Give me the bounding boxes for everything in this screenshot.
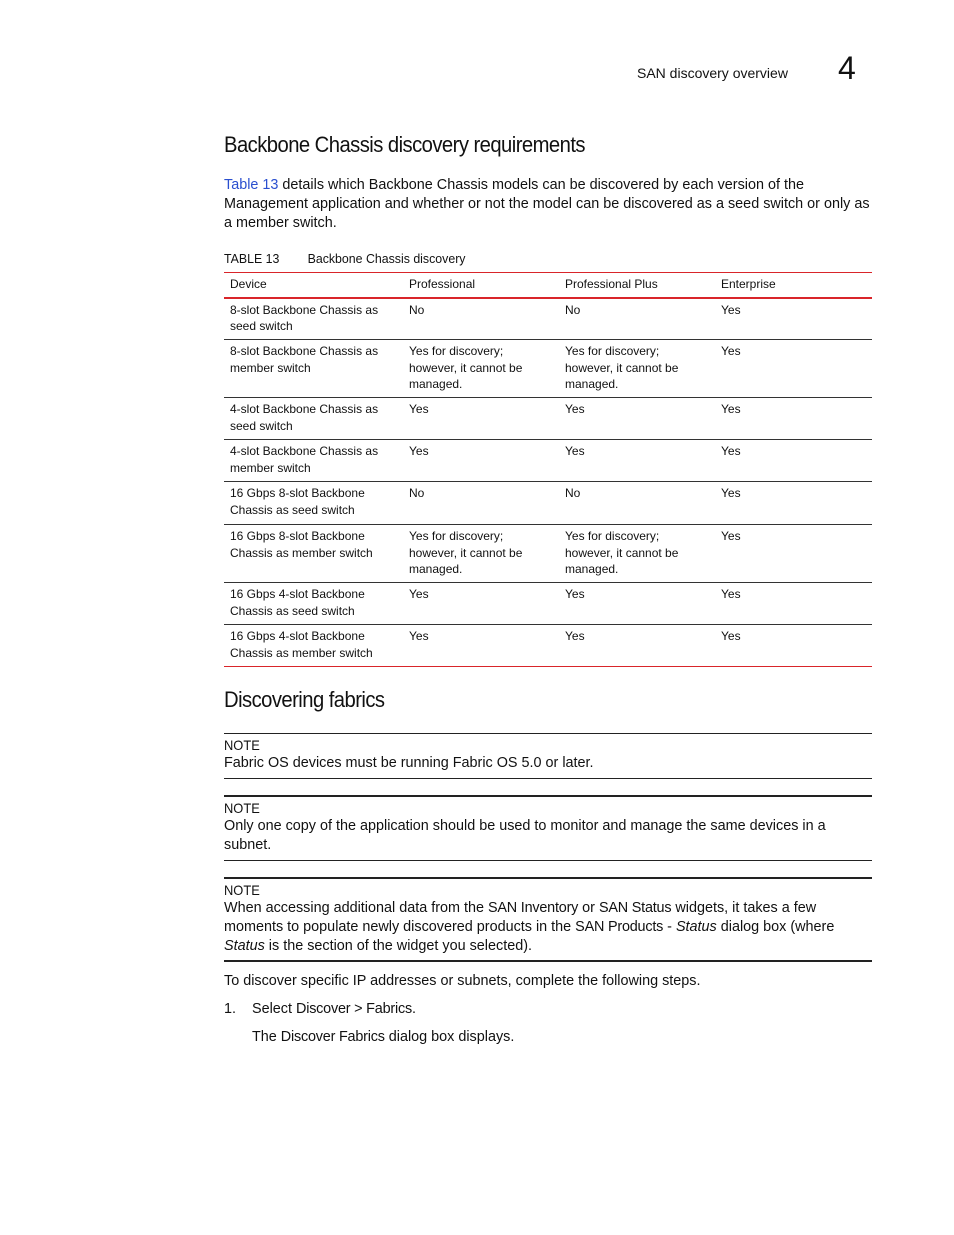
table-caption-number: TABLE 13	[224, 251, 280, 266]
step-result	[252, 1028, 872, 1047]
table-cell: 4-slot Backbone Chassis as seed switch	[224, 398, 403, 440]
ui-term-san-status: SAN Status	[598, 900, 672, 916]
step-text	[252, 1000, 416, 1019]
column-header-enterprise: Enterprise	[715, 273, 872, 298]
text-run: .	[411, 1001, 416, 1017]
text-run: When accessing additional data from the	[224, 900, 488, 916]
column-header-device: Device	[224, 273, 403, 298]
table-cell: Yes	[559, 583, 715, 625]
table-cell: 16 Gbps 4-slot Backbone Chassis as seed switch	[224, 583, 403, 625]
backbone-discovery-table	[224, 272, 872, 667]
section-intro-paragraph	[224, 176, 872, 233]
chapter-number: 4	[838, 50, 856, 86]
text-run: or	[578, 900, 599, 916]
table-cell: Yes	[559, 625, 715, 667]
table-cell: 4-slot Backbone Chassis as member switch	[224, 440, 403, 482]
note-box	[224, 795, 872, 861]
note-text: Only one copy of the application should be used to monitor and manage the same devices in a subnet.	[224, 817, 872, 861]
text-run: dialog box (where	[716, 919, 835, 935]
table-caption	[224, 251, 840, 266]
table-cell: Yes for discovery; however, it cannot be managed.	[403, 525, 559, 583]
table-header-row	[224, 273, 872, 298]
table-cell: No	[403, 298, 559, 340]
page-content	[224, 132, 872, 1047]
table-13-link[interactable]: Table 13	[224, 177, 279, 193]
column-header-professional-plus: Professional Plus	[559, 273, 715, 298]
table-cell: Yes	[559, 440, 715, 482]
table-cell: Yes	[715, 482, 872, 525]
text-run: -	[663, 919, 676, 935]
table-cell: 16 Gbps 8-slot Backbone Chassis as member switch	[224, 525, 403, 583]
note-box	[224, 733, 872, 779]
table-row	[224, 340, 872, 398]
table-cell: Yes for discovery; however, it cannot be managed.	[559, 525, 715, 583]
running-title: SAN discovery overview	[637, 65, 788, 81]
table-caption-title: Backbone Chassis discovery	[307, 251, 466, 266]
table-cell: 8-slot Backbone Chassis as seed switch	[224, 298, 403, 340]
table-cell: Yes	[715, 398, 872, 440]
step-number: 1.	[224, 1001, 237, 1017]
table-cell: Yes	[559, 398, 715, 440]
table-row	[224, 583, 872, 625]
table-cell: Yes	[715, 440, 872, 482]
table-cell: 16 Gbps 8-slot Backbone Chassis as seed switch	[224, 482, 403, 525]
procedure-step	[224, 1000, 872, 1019]
note-label: NOTE	[224, 800, 260, 816]
table-row	[224, 625, 872, 667]
section-heading-backbone: Backbone Chassis discovery requirements	[224, 132, 585, 157]
table-cell: Yes	[403, 583, 559, 625]
table-cell: Yes	[715, 625, 872, 667]
table-row	[224, 525, 872, 583]
table-cell: No	[559, 298, 715, 340]
procedure-intro: To discover specific IP addresses or subnets, complete the following steps.	[224, 973, 701, 989]
table-cell: Yes for discovery; however, it cannot be managed.	[559, 340, 715, 398]
ui-term-san-inventory: SAN Inventory	[487, 900, 579, 916]
table-cell: Yes	[403, 625, 559, 667]
table-cell: 8-slot Backbone Chassis as member switch	[224, 340, 403, 398]
table-cell: Yes	[715, 583, 872, 625]
italic-term-status: Status	[224, 938, 265, 954]
table-row	[224, 398, 872, 440]
text-run: dialog box displays.	[384, 1029, 515, 1045]
note-text	[224, 899, 872, 962]
table-cell: No	[559, 482, 715, 525]
text-run: widgets, it takes a few moments to populate newly discovered products in the	[224, 900, 817, 935]
table-cell: Yes	[715, 298, 872, 340]
table-cell: Yes for discovery; however, it cannot be managed.	[403, 340, 559, 398]
table-cell: Yes	[715, 525, 872, 583]
note-label: NOTE	[224, 882, 260, 898]
ui-term-discover-fabrics-menu: Discover > Fabrics	[296, 1001, 412, 1017]
text-run: The	[252, 1029, 281, 1045]
text-run: is the section of the widget you selected).	[264, 938, 532, 954]
table-row	[224, 482, 872, 525]
ui-term-san-products: SAN Products	[575, 919, 664, 935]
running-header	[0, 0, 954, 100]
note-label: NOTE	[224, 737, 260, 753]
column-header-professional: Professional	[403, 273, 559, 298]
italic-term-status: Status	[675, 919, 717, 935]
table-row	[224, 440, 872, 482]
note-text: Fabric OS devices must be running Fabric OS 5.0 or later.	[224, 754, 872, 779]
note-box	[224, 877, 872, 962]
ui-term-discover-fabrics-dialog: Discover Fabrics	[280, 1029, 385, 1045]
table-cell: Yes	[715, 340, 872, 398]
table-row	[224, 298, 872, 340]
text-run: Select	[252, 1001, 296, 1017]
table-cell: Yes	[403, 440, 559, 482]
table-cell: 16 Gbps 4-slot Backbone Chassis as member switch	[224, 625, 403, 667]
section-heading-discovering-fabrics: Discovering fabrics	[224, 687, 385, 712]
intro-text: details which Backbone Chassis models can be discovered by each version of the Management application and whether or not the model can be discovered as a seed switch or only as a member switch.	[224, 177, 870, 231]
table-cell: No	[403, 482, 559, 525]
table-cell: Yes	[403, 398, 559, 440]
